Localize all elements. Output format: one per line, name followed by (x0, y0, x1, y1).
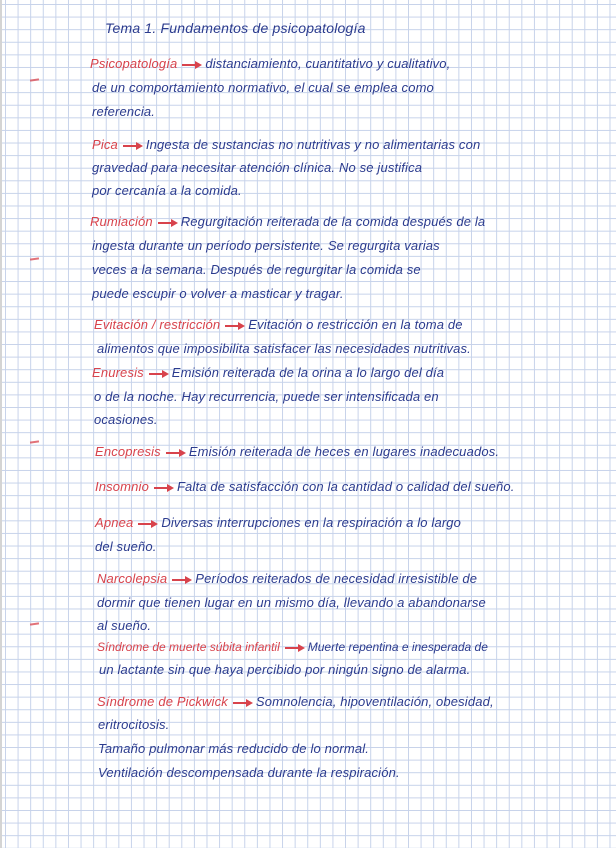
entry-first-line (90, 214, 485, 230)
arrow-right-icon (225, 325, 239, 327)
arrow-right-icon (233, 702, 247, 704)
term: Psicopatología (90, 56, 178, 71)
arrow-right-icon (182, 64, 196, 66)
margin-mark (30, 622, 39, 625)
arrow-right-icon (149, 373, 163, 375)
definition-line: alimentos que imposibilita satisfacer las necesidades nutritivas. (97, 341, 471, 356)
definition-text: Somnolencia, hipoventilación, obesidad, (255, 694, 494, 709)
definition-text: Emisión reiterada de heces en lugares inadecuados. (188, 444, 500, 459)
definition-text: Muerte repentina e inesperada de (307, 640, 488, 654)
definition-line: ocasiones. (94, 412, 158, 427)
definition-line: ingesta durante un período persistente. Se regurgita varias (92, 238, 440, 253)
arrow-right-icon (138, 523, 152, 525)
entry-first-line (95, 479, 514, 495)
entry-first-line (97, 639, 488, 655)
definition-line: referencia. (92, 104, 156, 119)
definition-line: Tamaño pulmonar más reducido de lo normal. (98, 741, 370, 756)
definition-text: Ingesta de sustancias no nutritivas y no alimentarias con (145, 137, 481, 152)
entry-first-line (94, 317, 463, 333)
arrow-right-icon (285, 647, 299, 649)
term: Pica (92, 137, 118, 152)
definition-text: Períodos reiterados de necesidad irresistible de (195, 571, 478, 586)
term: Síndrome de muerte súbita infantil (97, 640, 280, 654)
arrow-right-icon (154, 487, 168, 489)
margin-mark (30, 440, 39, 443)
entry-first-line (97, 571, 477, 587)
definition-text: distanciamiento, cuantitativo y cualitativo, (205, 56, 451, 71)
definition-text: Emisión reiterada de la orina a lo largo del día (171, 365, 445, 380)
entry-first-line (97, 694, 494, 710)
definition-line: un lactante sin que haya percibido por ningún signo de alarma. (99, 662, 471, 677)
definition-line: al sueño. (97, 618, 152, 633)
margin-mark (30, 78, 39, 81)
page-title: Tema 1. Fundamentos de psicopatología (105, 20, 366, 36)
entry-first-line (92, 137, 480, 153)
definition-line: por cercanía a la comida. (92, 183, 242, 198)
term: Evitación / restricción (94, 317, 221, 332)
definition-line: eritrocitosis. (98, 717, 170, 732)
entry-first-line (90, 56, 450, 72)
entry-first-line (92, 365, 444, 381)
term: Encopresis (95, 444, 161, 459)
definition-line: veces a la semana. Después de regurgitar la comida se (92, 262, 421, 277)
entry-first-line (95, 444, 499, 460)
definition-text: Falta de satisfacción con la cantidad o calidad del sueño. (176, 479, 515, 494)
definition-text: Regurgitación reiterada de la comida después de la (180, 214, 486, 229)
term: Rumiación (90, 214, 153, 229)
term: Narcolepsia (97, 571, 168, 586)
margin-mark (30, 257, 39, 260)
definition-line: Ventilación descompensada durante la respiración. (98, 765, 400, 780)
arrow-right-icon (166, 452, 180, 454)
term: Síndrome de Pickwick (97, 694, 228, 709)
definition-line: del sueño. (95, 539, 157, 554)
definition-line: de un comportamiento normativo, el cual se emplea como (92, 80, 434, 95)
arrow-right-icon (158, 222, 172, 224)
definition-line: o de la noche. Hay recurrencia, puede ser intensificada en (94, 389, 439, 404)
term: Apnea (95, 515, 134, 530)
arrow-right-icon (123, 145, 137, 147)
term: Insomnio (95, 479, 149, 494)
term: Enuresis (92, 365, 144, 380)
definition-line: dormir que tienen lugar en un mismo día, llevando a abandonarse (97, 595, 486, 610)
definition-text: Evitación o restricción en la toma de (248, 317, 463, 332)
definition-line: gravedad para necesitar atención clínica. No se justifica (92, 160, 423, 175)
definition-line: puede escupir o volver a masticar y tragar. (92, 286, 344, 301)
definition-text: Diversas interrupciones en la respiración a lo largo (161, 515, 462, 530)
entry-first-line (95, 515, 461, 531)
arrow-right-icon (172, 579, 186, 581)
